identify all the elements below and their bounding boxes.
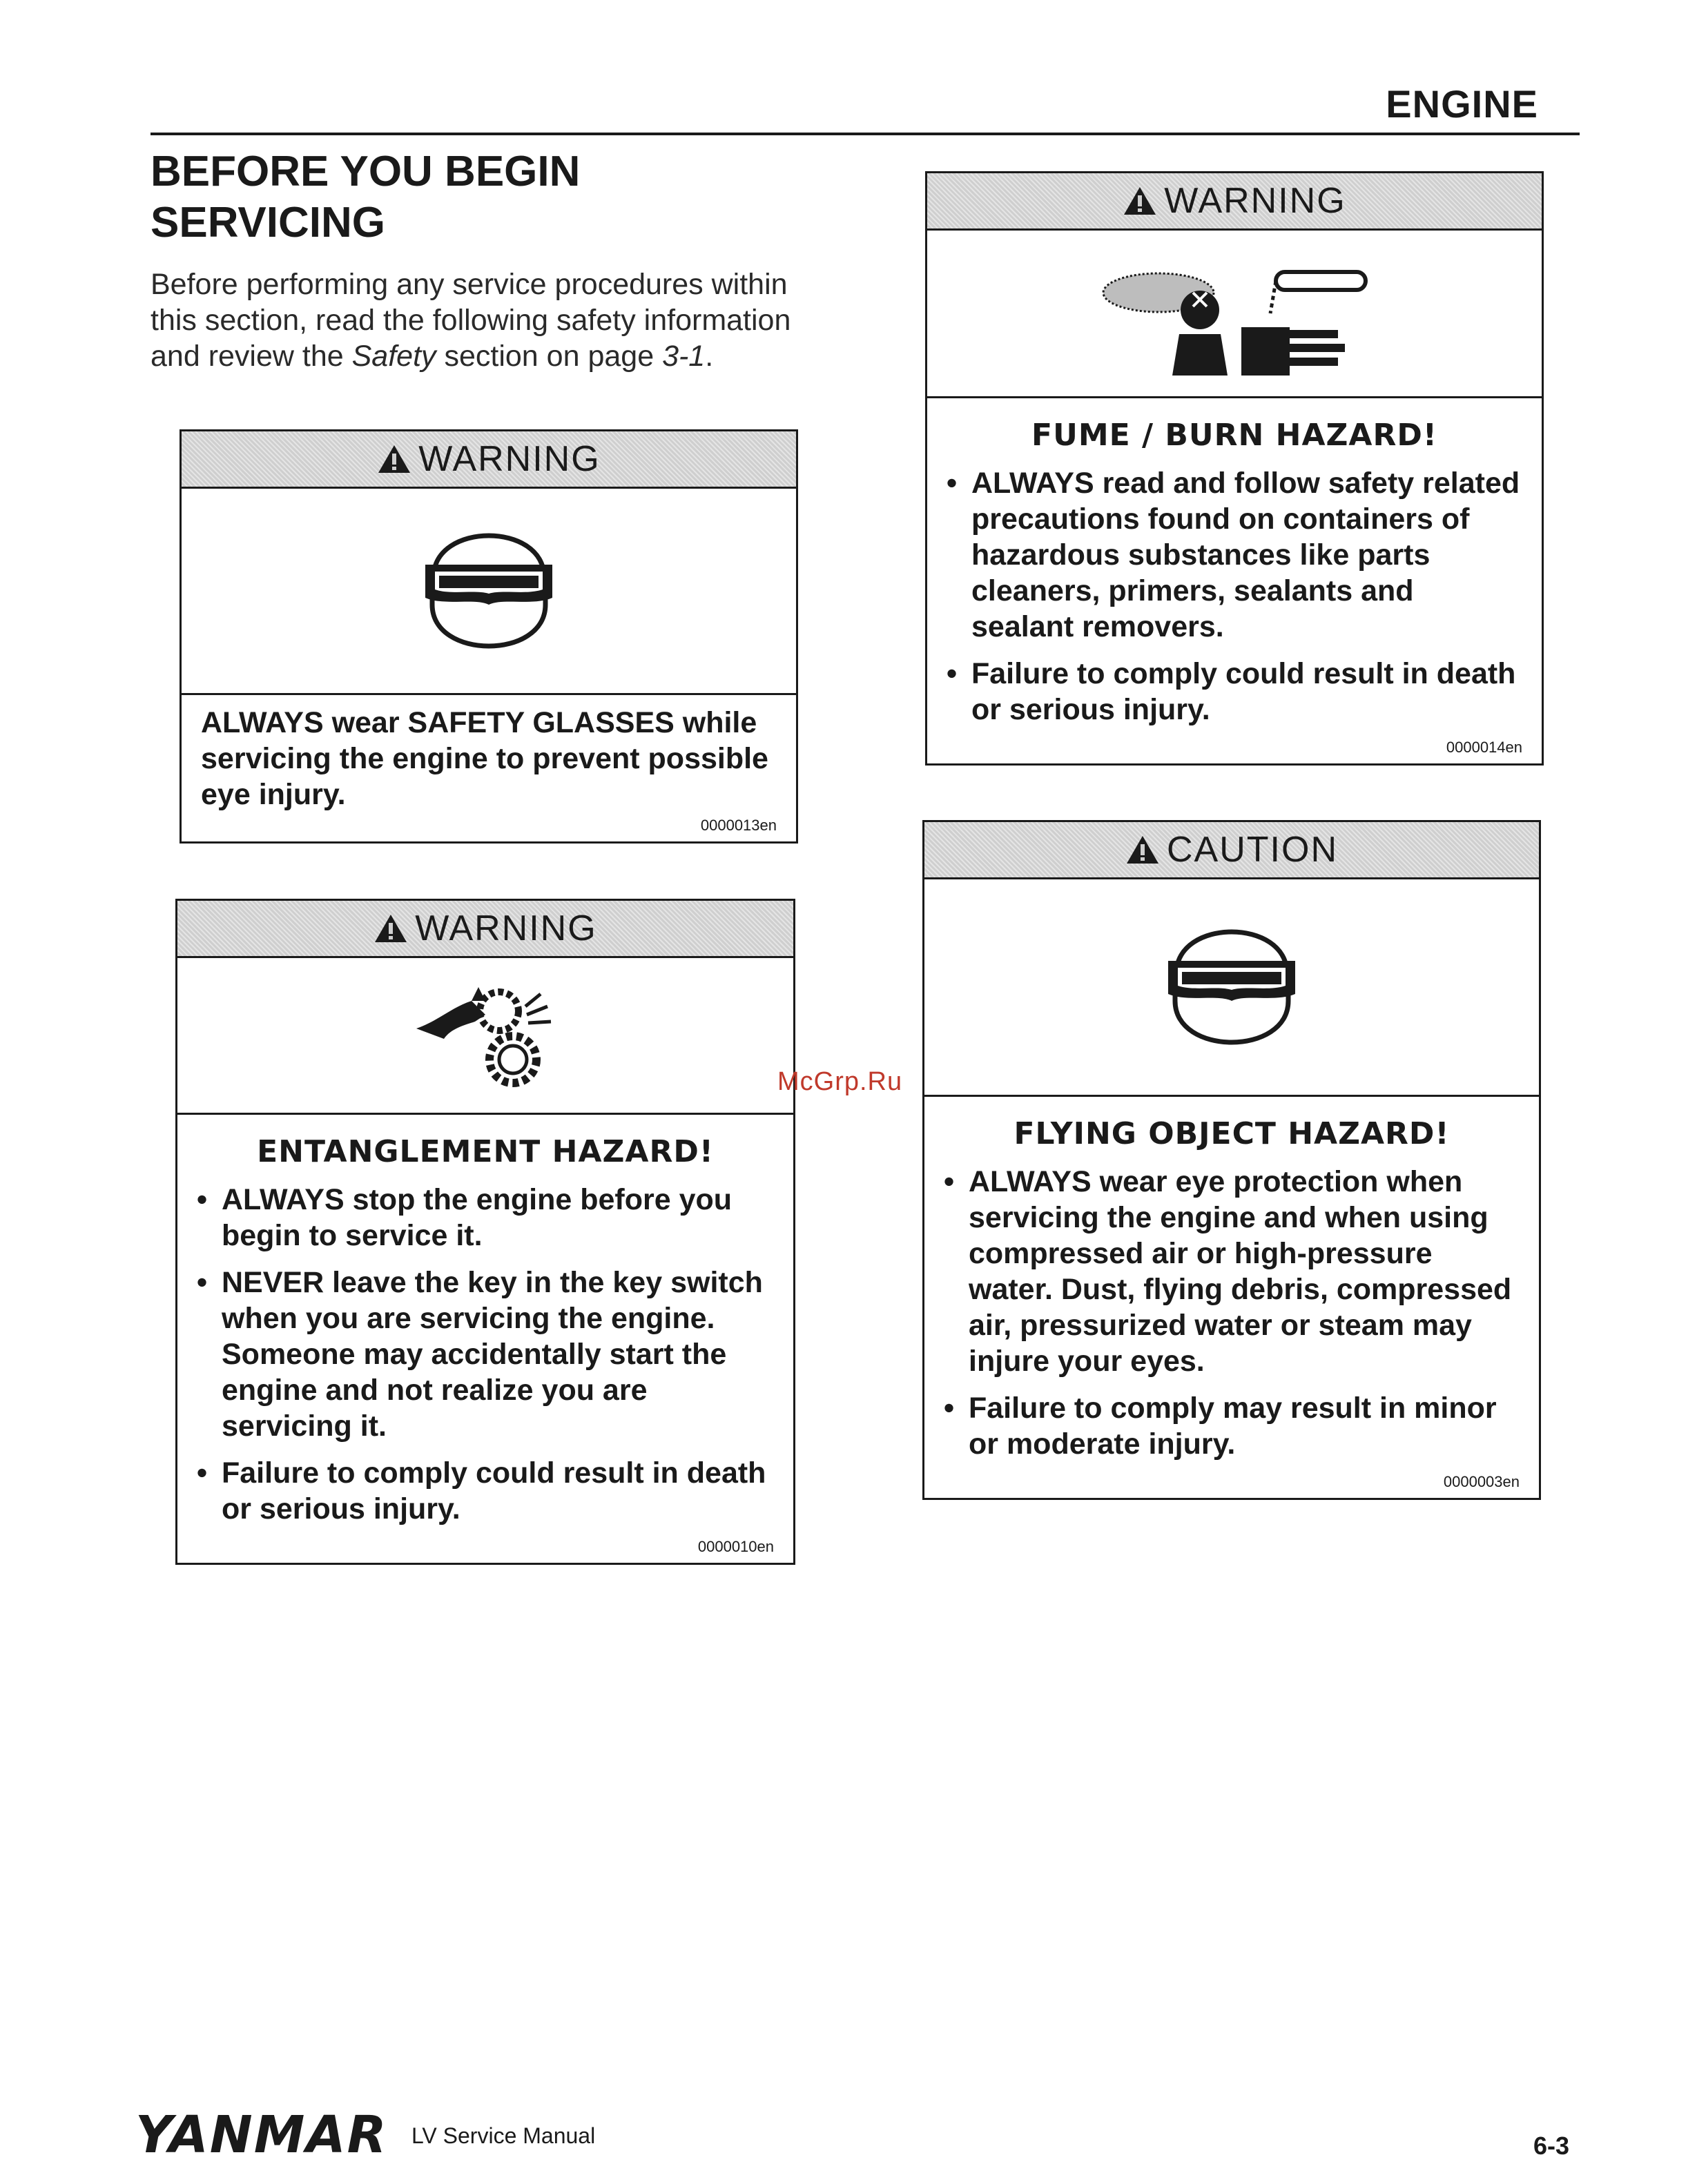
bullet-dot: • (947, 657, 958, 690)
hazard-title: ENTANGLEMENT HAZARD! (257, 1134, 714, 1169)
signal-word: CAUTION (1167, 830, 1338, 870)
bullet-dot: • (197, 1266, 208, 1299)
bullet-text: NEVER leave the key in the key switch when you are servicing the engine. Someone may accidentally start the engine and not realize you are servicing it. (222, 1266, 763, 1443)
box-body (927, 398, 1542, 763)
pictogram-area (182, 489, 796, 695)
entanglement-warning-box (175, 899, 795, 1565)
bullet-text: Failure to comply could result in death or serious injury. (971, 657, 1516, 726)
alert-triangle-icon (1123, 186, 1157, 216)
list-item (944, 1164, 1520, 1379)
list-item (947, 656, 1522, 728)
bullet-dot: • (944, 1165, 955, 1198)
warning-text: ALWAYS wear SAFETY GLASSES while servicing the engine to prevent possible eye injury. (201, 706, 768, 811)
warning-header (177, 901, 793, 958)
hazard-title: FLYING OBJECT HAZARD! (1014, 1116, 1450, 1151)
brand-logo: YANMAR (135, 2105, 388, 2165)
manual-name: LV Service Manual (411, 2123, 596, 2148)
box-body (177, 1115, 793, 1563)
section-title: ENGINE (1386, 82, 1538, 126)
goggles-face-icon (413, 501, 565, 681)
intro-end: . (705, 340, 714, 373)
intro-paragraph (151, 266, 841, 374)
pictogram-area (927, 231, 1542, 398)
signal-word: WARNING (418, 439, 601, 479)
hazard-title: FUME / BURN HAZARD! (1031, 418, 1437, 453)
box-body (924, 1097, 1539, 1498)
watermark-text: McGrp.Ru (777, 1067, 903, 1096)
alert-triangle-icon (377, 444, 411, 474)
page-heading: BEFORE YOU BEGIN SERVICING (151, 148, 581, 246)
hazard-list (947, 465, 1522, 728)
flying-object-caution-box (922, 820, 1541, 1500)
bullet-text: Failure to comply could result in death or serious injury. (222, 1456, 766, 1525)
list-item (947, 465, 1522, 645)
signal-word: WARNING (1164, 181, 1346, 221)
fume-burn-warning-box (925, 171, 1544, 766)
alert-triangle-icon (1125, 835, 1160, 865)
document-code: 0000013en (700, 817, 777, 834)
list-item (197, 1182, 774, 1254)
bullet-dot: • (944, 1392, 955, 1425)
alert-triangle-icon (374, 913, 408, 944)
intro-page-ref: 3-1 (662, 340, 706, 373)
bullet-text: Failure to comply may result in minor or moderate injury. (969, 1392, 1497, 1461)
bullet-dot: • (197, 1456, 208, 1490)
pictogram-area (924, 879, 1539, 1097)
bullet-text: ALWAYS stop the engine before you begin to service it. (222, 1183, 733, 1252)
header-rule (151, 133, 1580, 135)
document-code: 0000003en (1443, 1473, 1520, 1490)
entanglement-gears-icon (409, 973, 561, 1098)
bullet-text: ALWAYS wear eye protection when servicing the engine and when using compressed air or high-pressure water. Dust, flying debris, compressed air, pressurized water or steam may injure your eyes. (969, 1165, 1512, 1378)
document-code: 0000014en (1446, 739, 1522, 756)
intro-text: Before performing any service procedures within this section, read the following safety information and review the (151, 268, 791, 373)
safety-glasses-warning-box (180, 429, 798, 844)
list-item (197, 1265, 774, 1444)
fume-burn-icon (1089, 244, 1379, 382)
list-item (944, 1390, 1520, 1462)
hazard-list (944, 1164, 1520, 1462)
intro-emphasis: Safety (351, 340, 436, 373)
bullet-text: ALWAYS read and follow safety related precautions found on containers of hazardous substances like parts cleaners, primers, sealants and sealant removers. (971, 467, 1520, 643)
bullet-dot: • (197, 1183, 208, 1216)
intro-middle: section on page (436, 340, 663, 373)
page-number: 6-3 (1533, 2132, 1569, 2160)
goggles-face-icon (1156, 897, 1308, 1077)
warning-header (927, 173, 1542, 231)
hazard-list (197, 1182, 774, 1527)
caution-header (924, 822, 1539, 879)
warning-header (182, 431, 796, 489)
signal-word: WARNING (415, 908, 597, 948)
pictogram-area (177, 958, 793, 1115)
box-body (182, 695, 796, 841)
document-code: 0000010en (697, 1538, 774, 1555)
bullet-dot: • (947, 467, 958, 500)
list-item (197, 1455, 774, 1527)
